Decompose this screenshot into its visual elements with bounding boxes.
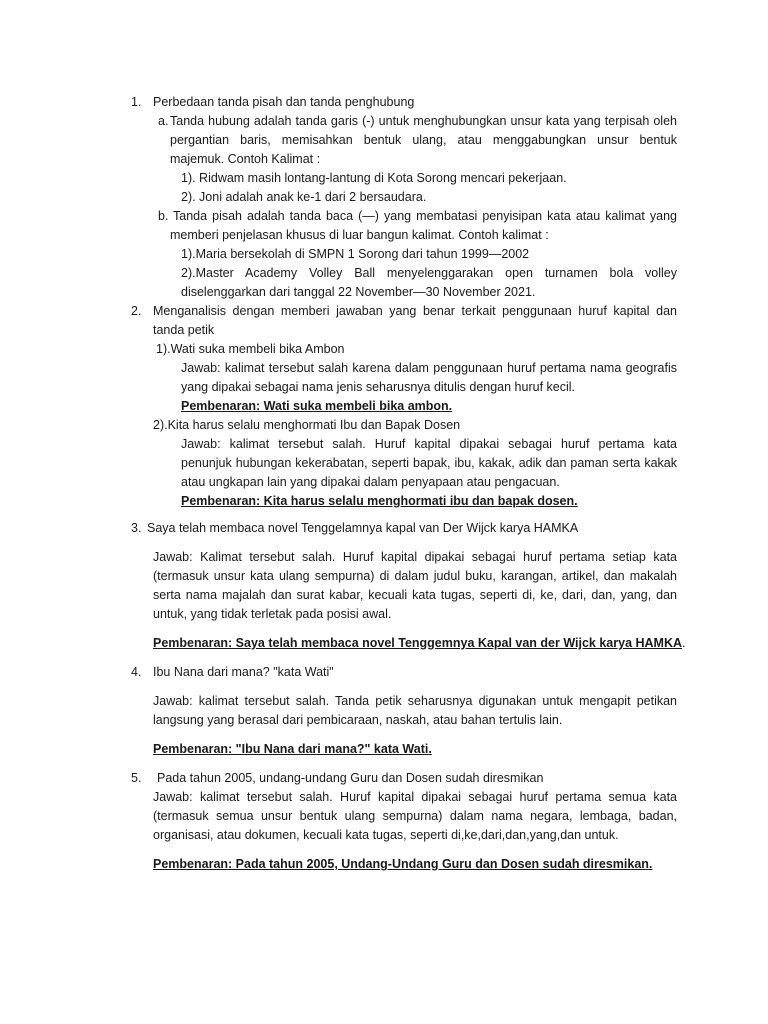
item-number-1: 1. (131, 95, 142, 109)
s3-correction-period: . (682, 636, 686, 650)
s3-answer-1: Jawab: Kalimat tersebut salah. Huruf kapital dipakai sebagai huruf pertama setiap kata (153, 550, 677, 564)
sub-label-a: a. (158, 114, 169, 128)
item-number-5: 5. (131, 771, 142, 785)
s2-q2-answer-2: penunjuk hubungan kekerabatan, seperti bapak, ibu, kakak, adik dan paman serta kakak (181, 456, 677, 470)
sub-label-b: b. (158, 209, 169, 223)
s5-correction: Pembenaran: Pada tahun 2005, Undang-Undang Guru dan Dosen sudah diresmikan. (153, 857, 653, 871)
s3-question: Saya telah membaca novel Tenggelamnya kapal van Der Wijck karya HAMKA (147, 521, 579, 535)
s4-answer-2: langsung yang berasal dari pembicaraan, naskah, atau bahan tertulis lain. (153, 713, 563, 727)
s5-answer-1: Jawab: kalimat tersebut salah. Huruf kapital dipakai sebagai huruf pertama semua kata (153, 790, 677, 804)
s3-correction-line (153, 634, 686, 653)
section-1-title: Perbedaan tanda pisah dan tanda penghubung (153, 95, 415, 109)
s2-q1-answer-1: Jawab: kalimat tersebut salah karena dalam penggunaan huruf pertama nama geografis (181, 361, 677, 375)
s5-answer-2: (termasuk semua unsur bentuk ulang sempurna) dalam nama negara, lembaga, badan, (153, 809, 677, 823)
s2-q2-answer-3: atau ungkapan lain yang dipakai dalam penyapaan atau pengacuan. (181, 475, 560, 489)
item-number-3: 3. (131, 521, 142, 535)
s5-answer-3: organisasi, atau dokumen, kecuali kata tugas, seperti di,ke,dari,dan,yang,dan untuk. (153, 828, 619, 842)
s2-q2-correction: Pembenaran: Kita harus selalu menghormati ibu dan bapak dosen. (181, 494, 578, 508)
s1a-line-2: pergantian baris, memisahkan bentuk ulang, atau menggabungkan unsur bentuk (170, 133, 677, 147)
s2-q1-answer-2: yang dipakai sebagai nama jenis seharusnya ditulis dengan huruf kecil. (181, 380, 576, 394)
s3-correction: Pembenaran: Saya telah membaca novel Tenggemnya Kapal van der Wijck karya HAMKA (153, 636, 683, 650)
s3-answer-2: (termasuk unsur kata ulang sempurna) di dalam judul buku, karangan, artikel, dan makalah (153, 569, 677, 583)
s1a-example-1: 1). Ridwam masih lontang-lantung di Kota Sorong mencari pekerjaan. (181, 171, 567, 185)
s1a-example-2: 2). Joni adalah anak ke-1 dari 2 bersaudara. (181, 190, 427, 204)
s4-question: Ibu Nana dari mana? "kata Wati" (153, 665, 334, 679)
s4-correction: Pembenaran: "Ibu Nana dari mana?" kata Wati. (153, 742, 432, 756)
s3-answer-3: serta nama majalah dan surat kabar, kecuali kata tugas, seperti di, ke, dari, dan, yang, dan (153, 588, 677, 602)
s1a-line-3: majemuk. Contoh Kalimat : (170, 152, 321, 166)
s2-q2-answer-1: Jawab: kalimat tersebut salah. Huruf kapital dipakai sebagai huruf pertama kata (181, 437, 677, 451)
s2-q1-correction: Pembenaran: Wati suka membeli bika ambon. (181, 399, 453, 413)
s1a-line-1: Tanda hubung adalah tanda garis (-) untuk menghubungkan unsur kata yang terpisah oleh (170, 114, 677, 128)
s1b-example-2a: 2).Master Academy Volley Ball menyelenggarakan open turnamen bola volley (181, 266, 677, 280)
s3-answer-4: untuk, yang tidak terletak pada posisi awal. (153, 607, 392, 621)
s1b-example-2b: diselenggarkan dari tanggal 22 November—30 November 2021. (181, 285, 536, 299)
s2-line-1: Menganalisis dengan memberi jawaban yang benar terkait penggunaan huruf kapital dan (153, 304, 677, 318)
item-number-2: 2. (131, 304, 142, 318)
item-number-4: 4. (131, 665, 142, 679)
s2-line-2: tanda petik (153, 323, 215, 337)
s1b-line-1: Tanda pisah adalah tanda baca (—) yang membatasi penyisipan kata atau kalimat yang (173, 209, 677, 223)
s2-question-2: 2).Kita harus selalu menghormati Ibu dan Bapak Dosen (153, 418, 461, 432)
s1b-example-1: 1).Maria bersekolah di SMPN 1 Sorong dari tahun 1999—2002 (181, 247, 530, 261)
s5-question: Pada tahun 2005, undang-undang Guru dan Dosen sudah diresmikan (157, 771, 544, 785)
s4-answer-1: Jawab: kalimat tersebut salah. Tanda petik seharusnya digunakan untuk mengapit petikan (153, 694, 677, 708)
s1b-line-2: memberi penjelasan khusus di luar bangun kalimat. Contoh kalimat : (170, 228, 549, 242)
s2-question-1: 1).Wati suka membeli bika Ambon (156, 342, 345, 356)
